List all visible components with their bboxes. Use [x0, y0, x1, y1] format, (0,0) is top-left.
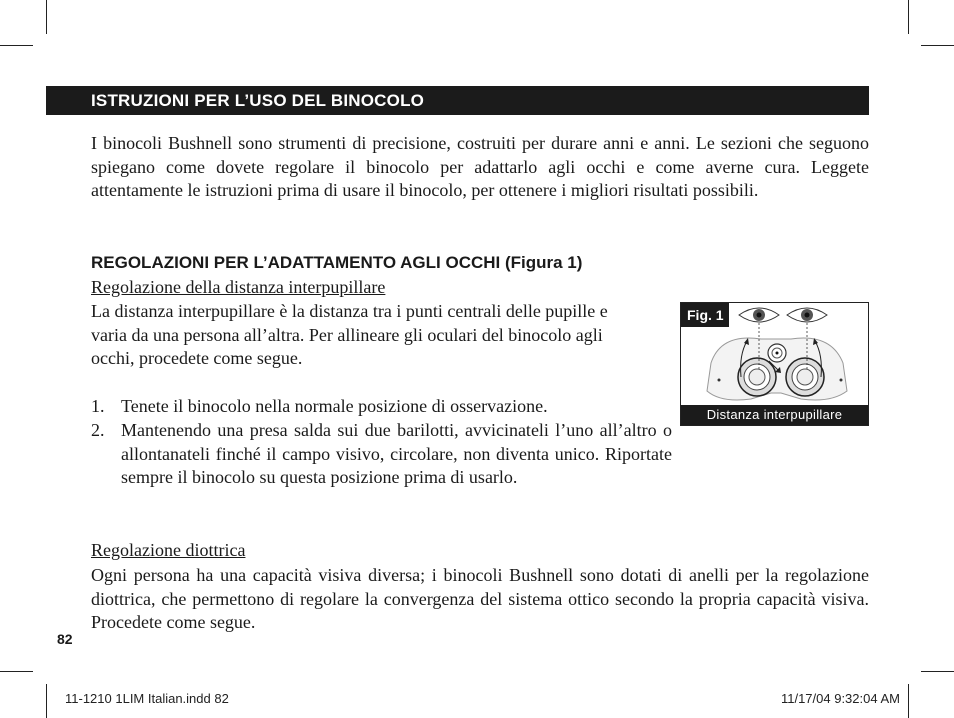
figure-1: [680, 302, 869, 426]
slug-timestamp: 11/17/04 9:32:04 AM: [780, 691, 900, 706]
left-eyepiece: [738, 358, 776, 396]
crop-mark: [46, 0, 47, 34]
crop-mark: [0, 671, 33, 672]
figure-caption: Distanza interpupillare: [681, 405, 868, 425]
text-line: varia da una persona all’altra. Per allineare gli oculari del binocolo agli: [91, 324, 603, 345]
crop-mark: [921, 671, 954, 672]
intro-paragraph: I binocoli Bushnell sono strumenti di precisione, costruiti per durare anni e anni. Le sezioni che seguono spiegano come dovete regolare il binocolo per adattarlo agli occhi e come averne cura. Leggete attentamente le istruzioni prima di usare il binocolo, per ottenere i migliori risultati possibili.: [91, 133, 869, 200]
eye-icon: [739, 308, 779, 322]
page-number: 82: [57, 631, 73, 647]
text-line: occhi, procedete come segue.: [91, 348, 303, 368]
figure-label: Fig. 1: [681, 303, 729, 327]
diopter-paragraph: Ogni persona ha una capacità visiva diversa; i binocoli Bushnell sono dotati di anelli per la regolazione diottrica, che permettono di regolare la convergenza del sistema ottico secondo la propria capacità visiva. Procedete come segue.: [91, 565, 869, 632]
list-number: 1.: [91, 396, 105, 416]
right-eyepiece: [786, 358, 824, 396]
crop-mark: [0, 45, 33, 46]
list-number: 2.: [91, 420, 105, 440]
section-header-bar: [46, 86, 869, 115]
crop-mark: [908, 0, 909, 34]
text-line: La distanza interpupillare è la distanza tra i punti centrali delle pupille e: [91, 301, 608, 321]
diopter-title: Regolazione diottrica: [91, 540, 246, 560]
section-heading: REGOLAZIONI PER L’ADATTAMENTO AGLI OCCHI (Figura 1): [91, 253, 583, 272]
interpupillary-text: [91, 300, 608, 371]
list-text: Tenete il binocolo nella normale posizione di osservazione.: [121, 396, 548, 416]
crop-mark: [921, 45, 954, 46]
list-item: [91, 395, 672, 419]
list-text: Mantenendo una presa salda sui due barilotti, avvicinateli l’uno all’altro o allontanateli finché il campo visivo, circolare, non diventa unico. Riportate sempre il binocolo su questa posizione prima di usarlo.: [121, 420, 672, 487]
crop-mark: [908, 684, 909, 718]
slug-filename: 11-1210 1LIM Italian.indd 82: [65, 691, 229, 706]
crop-mark: [46, 684, 47, 718]
list-item: [91, 419, 672, 490]
eye-icon: [787, 308, 827, 322]
interpupillary-title: Regolazione della distanza interpupillare: [91, 277, 386, 297]
header-title: ISTRUZIONI PER L’USO DEL BINOCOLO: [91, 91, 425, 110]
